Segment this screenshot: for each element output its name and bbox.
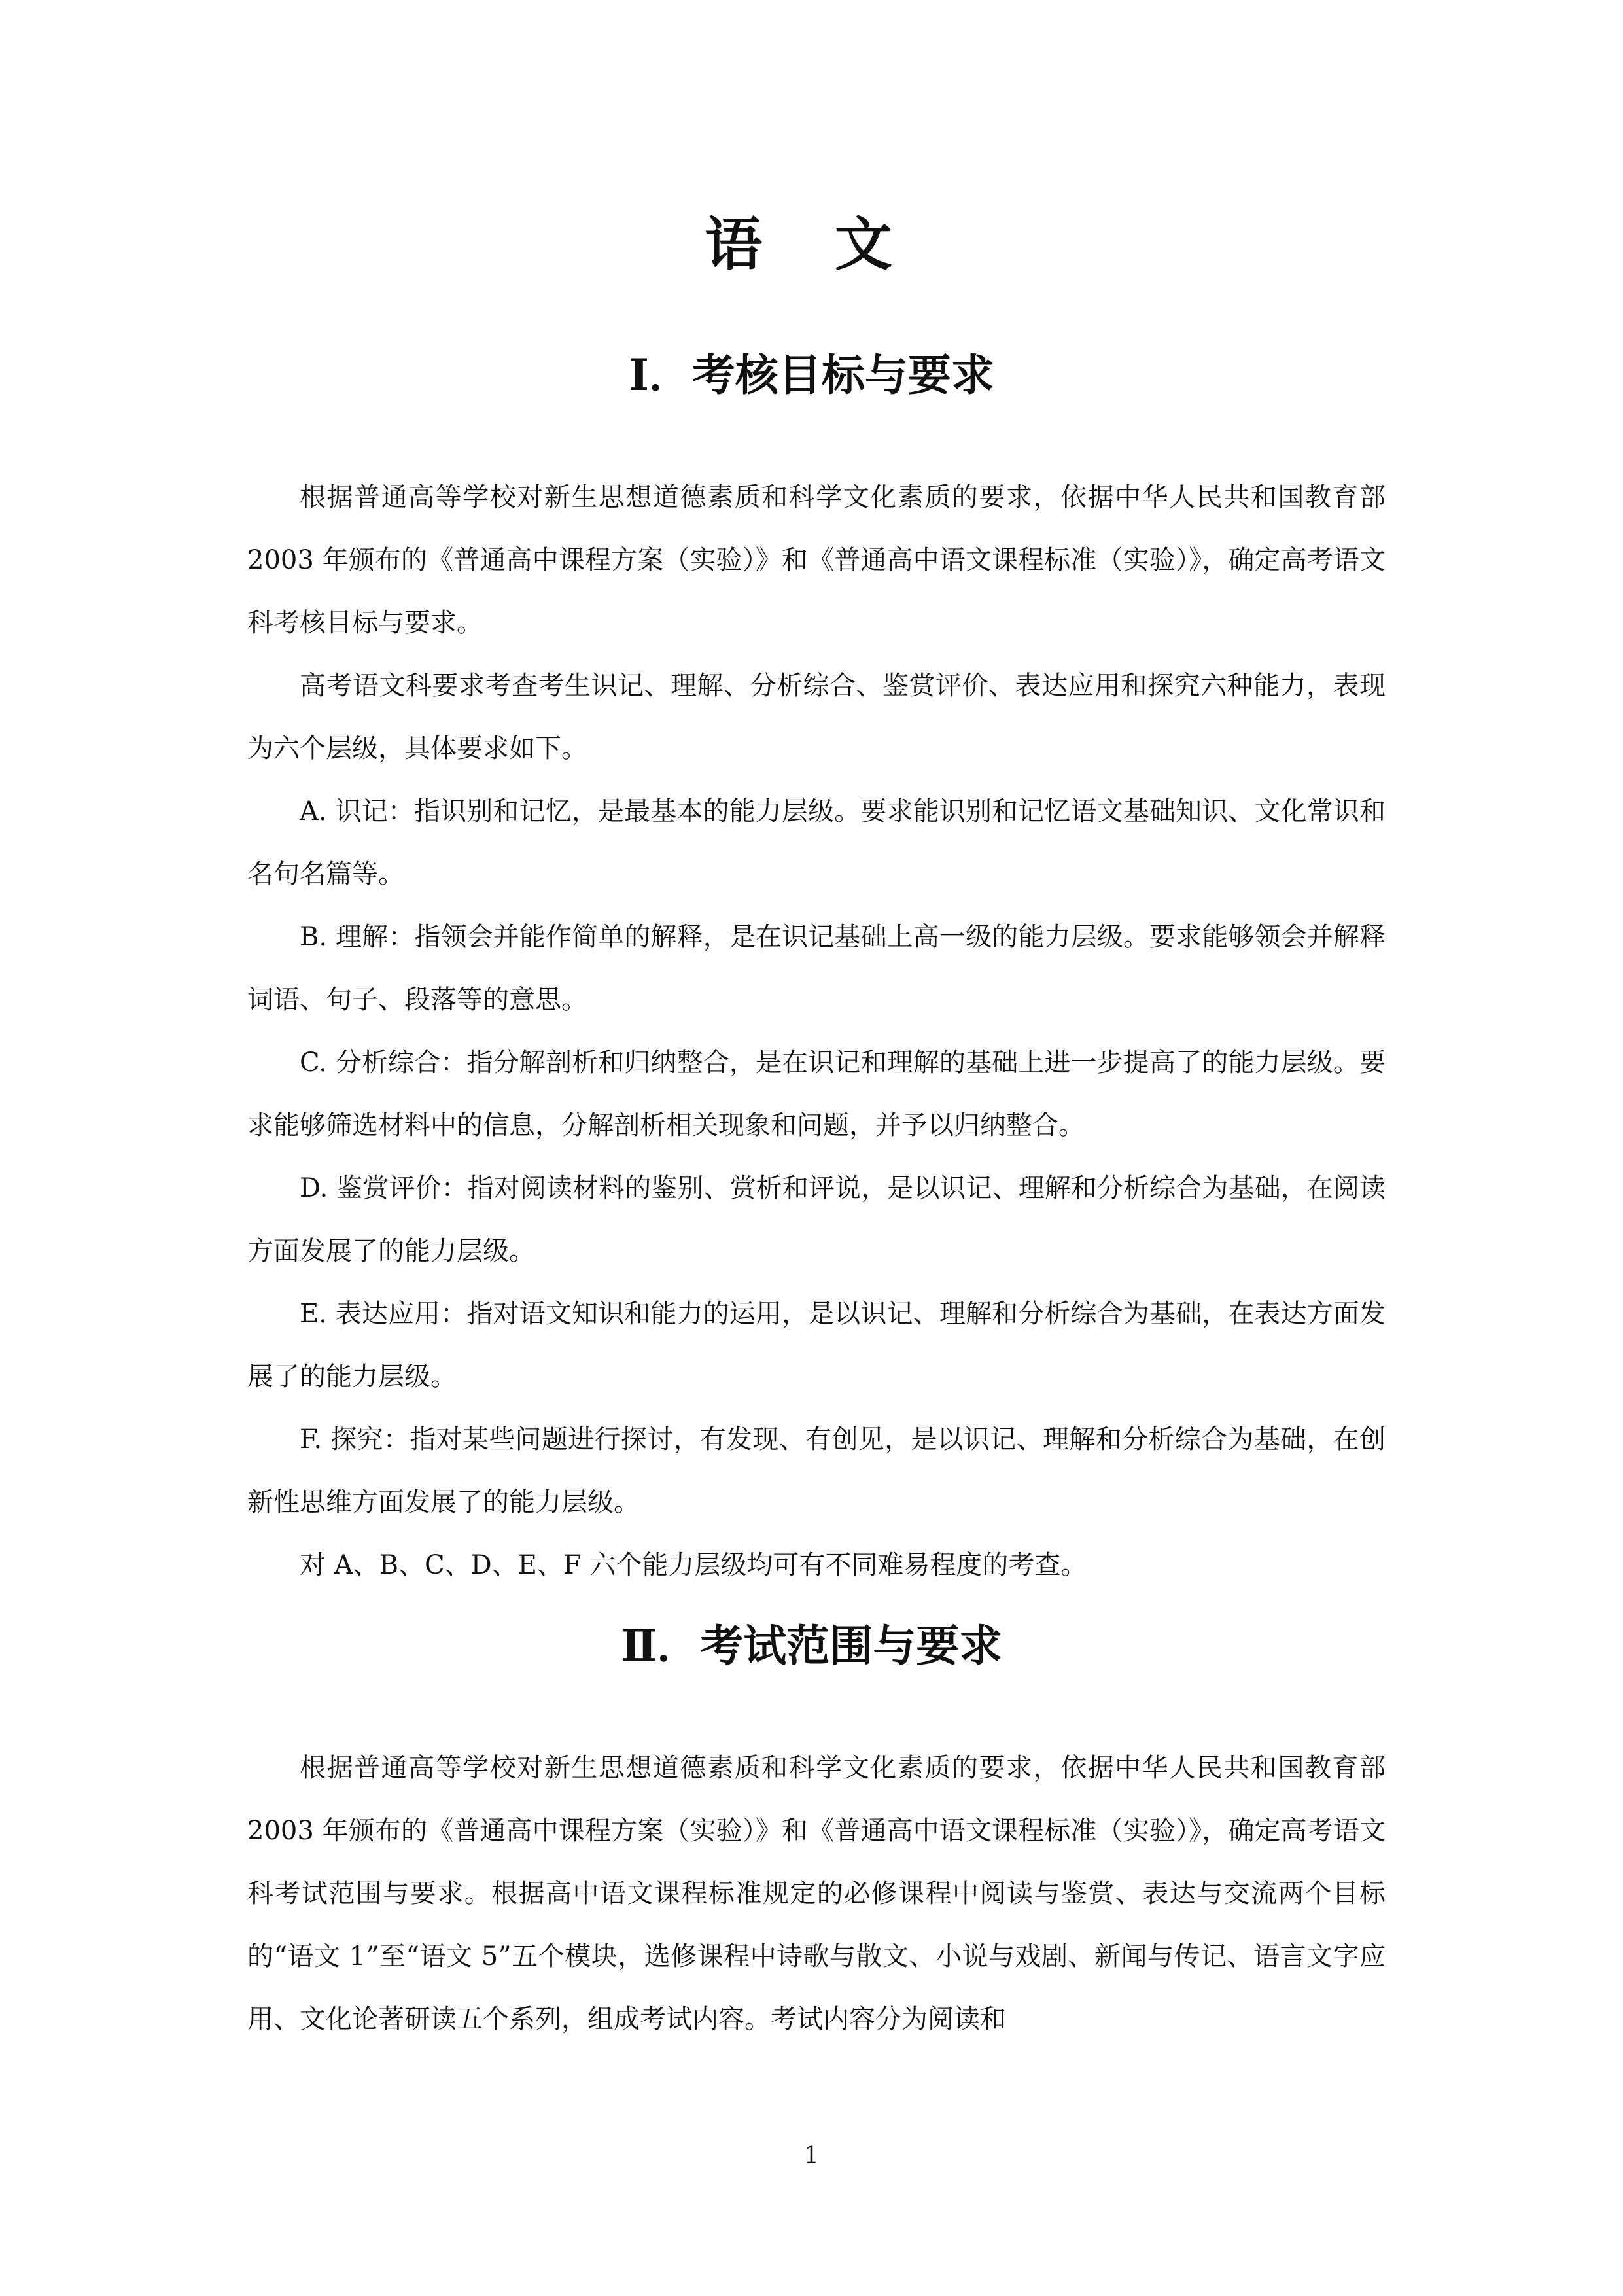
paragraph: 根据普通高等学校对新生思想道德素质和科学文化素质的要求，依据中华人民共和国教育部 2003 年颁布的《普通高中课程方案（实验）》和《普通高中语文课程标准（实验）》，确定高考语文科考试范围与要求。根据高中语文课程标准规定的必修课程中阅读与鉴赏、表达与交流两个目标的“语文 1”至“语文 5”五个模块，选修课程中诗歌与散文、小说与戏剧、新闻与传记、语言文字应用、文化论著研读五个系列，组成考试内容。考试内容分为阅读和	[247, 1753, 1386, 2034]
paragraph: E. 表达应用：指对语文知识和能力的运用，是以识记、理解和分析综合为基础，在表达方面发展了的能力层级。	[247, 1299, 1386, 1392]
paragraph: D. 鉴赏评价：指对阅读材料的鉴别、赏析和评说，是以识记、理解和分析综合为基础，在阅读方面发展了的能力层级。	[247, 1173, 1386, 1266]
section-heading-exam-scope: Ⅱ．考试范围与要求	[620, 1620, 1003, 1671]
section-heading-assessment-goals: Ⅰ．考核目标与要求	[629, 349, 994, 400]
document-title: 语 文	[705, 210, 918, 278]
paragraph: B. 理解：指领会并能作简单的解释，是在识记基础上高一级的能力层级。要求能够领会并解释词语、句子、段落等的意思。	[247, 922, 1386, 1015]
paragraph: C. 分析综合：指分解剖析和归纳整合，是在识记和理解的基础上进一步提高了的能力层级。要求能够筛选材料中的信息，分解剖析相关现象和问题，并予以归纳整合。	[247, 1048, 1386, 1140]
page-number: 1	[804, 2142, 819, 2169]
paragraph: A. 识记：指识别和记忆，是最基本的能力层级。要求能识别和记忆语文基础知识、文化常识和名句名篇等。	[247, 796, 1386, 889]
section-body-exam-scope	[247, 1737, 1386, 2051]
paragraph: 高考语文科要求考查考生识记、理解、分析综合、鉴赏评价、表达应用和探究六种能力，表现为六个层级，具体要求如下。	[247, 671, 1386, 764]
paragraph: 根据普通高等学校对新生思想道德素质和科学文化素质的要求，依据中华人民共和国教育部 2003 年颁布的《普通高中课程方案（实验）》和《普通高中语文课程标准（实验）》，确定高考语文科考核目标与要求。	[247, 482, 1386, 638]
paragraph: F. 探究：指对某些问题进行探讨，有发现、有创见，是以识记、理解和分析综合为基础，在创新性思维方面发展了的能力层级。	[247, 1424, 1386, 1517]
paragraph: 对 A、B、C、D、E、F 六个能力层级均可有不同难易程度的考查。	[300, 1550, 1087, 1580]
section-body-assessment-goals	[247, 466, 1386, 1597]
